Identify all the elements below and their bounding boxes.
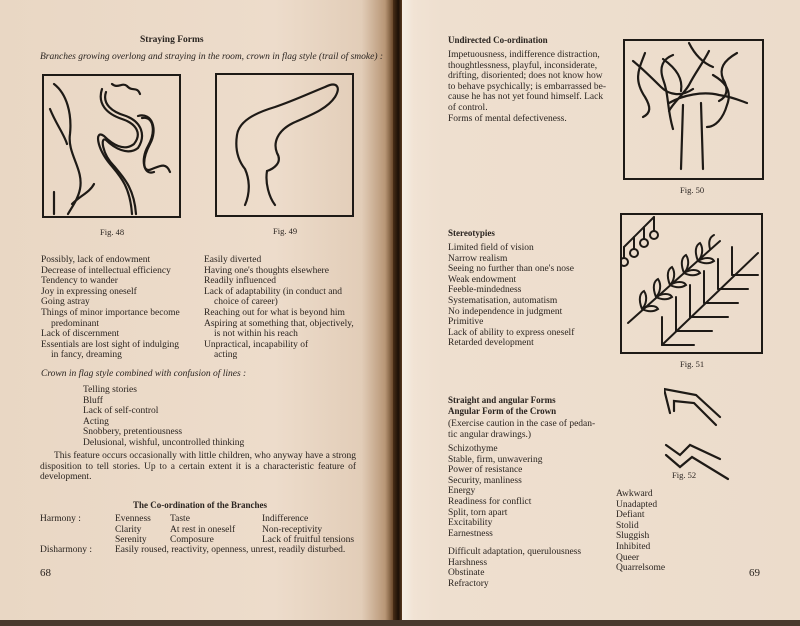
text-line: tic angular drawings.) xyxy=(448,429,532,440)
harmony-item: Taste xyxy=(170,514,190,524)
list-item: Bluff xyxy=(83,395,103,406)
right-page xyxy=(402,0,800,622)
figure-48-caption: Fig. 48 xyxy=(100,227,125,237)
list-item: Excitability xyxy=(448,518,493,529)
list-item: Obstinate xyxy=(448,568,485,579)
list-item: Easily diverted xyxy=(204,255,262,265)
text-line: Forms of mental defectiveness. xyxy=(448,113,567,124)
figure-49 xyxy=(215,73,355,219)
angular-list-3 xyxy=(616,489,665,574)
section-title-angular-forms xyxy=(448,395,556,416)
text-line: thoughtlessness, playful, inconsiderate, xyxy=(448,60,598,71)
figure-52 xyxy=(664,383,744,483)
list-item: Things of minor importance become xyxy=(41,307,180,318)
list-item: Limited field of vision xyxy=(448,243,534,253)
book-spine xyxy=(393,0,402,626)
coordination-title: The Co-ordination of the Branches xyxy=(133,500,268,510)
figure-51-drawing xyxy=(620,213,764,355)
figure-48 xyxy=(42,74,182,220)
section-title-stereotypies: Stereotypies xyxy=(448,228,495,238)
list-item: Decrease of intellectual efficiency xyxy=(41,265,171,276)
harmony-column-2 xyxy=(170,514,235,546)
harmony-item: Lack of fruitful tensions xyxy=(262,535,355,546)
list-item: is not within his reach xyxy=(214,329,298,340)
list-item: Lack of discernment xyxy=(41,329,120,340)
list-item: Joy in expressing oneself xyxy=(41,286,137,297)
list-item: Acting xyxy=(83,416,109,427)
list-item: Harshness xyxy=(448,557,488,568)
list-item: Queer xyxy=(616,552,640,563)
text-line: drifting, disoriented; does not know how xyxy=(448,71,603,82)
disharmony-text: Easily roused, reactivity, openness, unrest, readily disturbed. xyxy=(115,545,346,555)
list-item: Having one's thoughts elsewhere xyxy=(204,265,329,276)
list-item: in fancy, dreaming xyxy=(51,350,122,361)
text-line: of control. xyxy=(448,102,488,113)
list-item: Feeble-mindedness xyxy=(448,285,522,296)
list-item: Aspiring at something that, objectively, xyxy=(204,318,354,329)
page-number-right: 69 xyxy=(749,567,760,579)
harmony-item: Composure xyxy=(170,535,214,546)
harmony-item: Evenness xyxy=(115,514,151,524)
figure-49-caption: Fig. 49 xyxy=(273,226,298,236)
list-item: Security, manliness xyxy=(448,475,522,486)
figure-52-drawing xyxy=(664,383,744,483)
list-item: Energy xyxy=(448,486,476,497)
list-item: choice of career) xyxy=(214,297,278,308)
list-item: Delusional, wishful, uncontrolled thinking xyxy=(83,437,245,448)
list-item: Awkward xyxy=(616,489,653,499)
text-line: cause he has not yet found himself. Lack xyxy=(448,92,604,103)
list-item: Sluggish xyxy=(616,531,650,542)
crown-flag-heading: Crown in flag style combined with confusion of lines : xyxy=(41,369,247,379)
list-item: Lack of self-control xyxy=(83,406,159,417)
straying-forms-subtitle: Branches growing overlong and straying in the room, crown in flag style (trail of smoke) : xyxy=(40,52,384,62)
list-item: Narrow realism xyxy=(448,253,508,264)
list-item: Snobbery, pretentiousness xyxy=(83,427,183,438)
section-title-straying-forms: Straying Forms xyxy=(140,35,204,45)
list-item: Difficult adaptation, querulousness xyxy=(448,547,582,557)
list-item: Quarrelsome xyxy=(616,563,666,574)
angular-title-1: Straight and angular Forms xyxy=(448,395,556,405)
left-page xyxy=(0,0,393,622)
angular-list-2 xyxy=(448,547,581,589)
harmony-item: At rest in oneself xyxy=(170,524,236,535)
list-item: Lack of adaptability (in conduct and xyxy=(204,286,342,297)
list-item: Lack of ability to express oneself xyxy=(448,327,575,338)
list-item: Reaching out for what is beyond him xyxy=(204,307,345,318)
angular-list-1 xyxy=(448,444,542,539)
harmony-item: Clarity xyxy=(115,524,142,535)
section-title-undirected-coordination: Undirected Co-ordination xyxy=(448,35,548,45)
list-item: Tendency to wander xyxy=(41,276,118,287)
list-item: Weak endowment xyxy=(448,274,517,285)
list-item: Defiant xyxy=(616,510,645,521)
list-item: Possibly, lack of endowment xyxy=(41,255,151,265)
list-item: Telling stories xyxy=(83,385,137,395)
list-item: acting xyxy=(214,350,238,361)
angular-note xyxy=(448,419,595,440)
angular-title-2: Angular Form of the Crown xyxy=(448,405,557,416)
crown-flag-list xyxy=(83,385,244,449)
text-line: to behave psychically; is embarrassed be- xyxy=(448,81,607,92)
list-item: Earnestness xyxy=(448,528,493,539)
undirected-coordination-text xyxy=(448,50,606,124)
list-item: Readily influenced xyxy=(204,276,277,287)
list-item: Primitive xyxy=(448,317,484,328)
list-item: Seeing no further than one's nose xyxy=(448,264,574,275)
straying-forms-list-right xyxy=(204,255,354,361)
figure-51 xyxy=(620,213,764,355)
page-bottom-edge xyxy=(0,620,800,626)
list-item: Stable, firm, unwavering xyxy=(448,454,543,465)
list-item: Retarded development xyxy=(448,338,534,349)
list-item: predominant xyxy=(51,318,100,329)
figure-51-caption: Fig. 51 xyxy=(680,359,705,369)
list-item: Essentials are lost sight of indulging xyxy=(41,339,180,350)
list-item: Schizothyme xyxy=(448,444,498,454)
text-line: Impetuousness, indifference distraction, xyxy=(448,50,600,60)
list-item: Going astray xyxy=(41,297,90,308)
list-item: Readiness for conflict xyxy=(448,496,532,507)
harmony-item: Serenity xyxy=(115,535,147,546)
harmony-column-1 xyxy=(115,514,151,546)
list-item: Power of resistance xyxy=(448,465,523,476)
development-paragraph: This feature occurs occasionally with little children, who anyway have a strong disposition to tell stories. Up to a certain extent it is a characteristic feature of development. xyxy=(40,451,356,483)
figure-52-caption: Fig. 52 xyxy=(672,470,697,480)
harmony-item: Non-receptivity xyxy=(262,524,323,535)
list-item: Unpractical, incapability of xyxy=(204,339,309,350)
stereotypies-list xyxy=(448,243,574,349)
list-item: Refractory xyxy=(448,578,489,589)
figure-49-drawing xyxy=(215,73,355,219)
figure-50-drawing xyxy=(623,39,765,181)
disharmony-label: Disharmony : xyxy=(40,545,92,555)
figure-50 xyxy=(623,39,765,181)
list-item: Stolid xyxy=(616,520,639,531)
page-number-left: 68 xyxy=(40,567,51,579)
harmony-item: Indifference xyxy=(262,514,309,524)
figure-48-drawing xyxy=(42,74,182,220)
figure-50-caption: Fig. 50 xyxy=(680,185,705,195)
list-item: Systematisation, automatism xyxy=(448,295,558,306)
harmony-column-3 xyxy=(262,514,354,546)
list-item: No independence in judgment xyxy=(448,306,563,317)
list-item: Split, torn apart xyxy=(448,507,508,518)
text-line: (Exercise caution in the case of pedan- xyxy=(448,419,596,429)
list-item: Unadapted xyxy=(616,499,658,510)
straying-forms-list-left xyxy=(41,255,180,361)
list-item: Inhibited xyxy=(616,541,651,552)
harmony-label: Harmony : xyxy=(40,514,81,524)
